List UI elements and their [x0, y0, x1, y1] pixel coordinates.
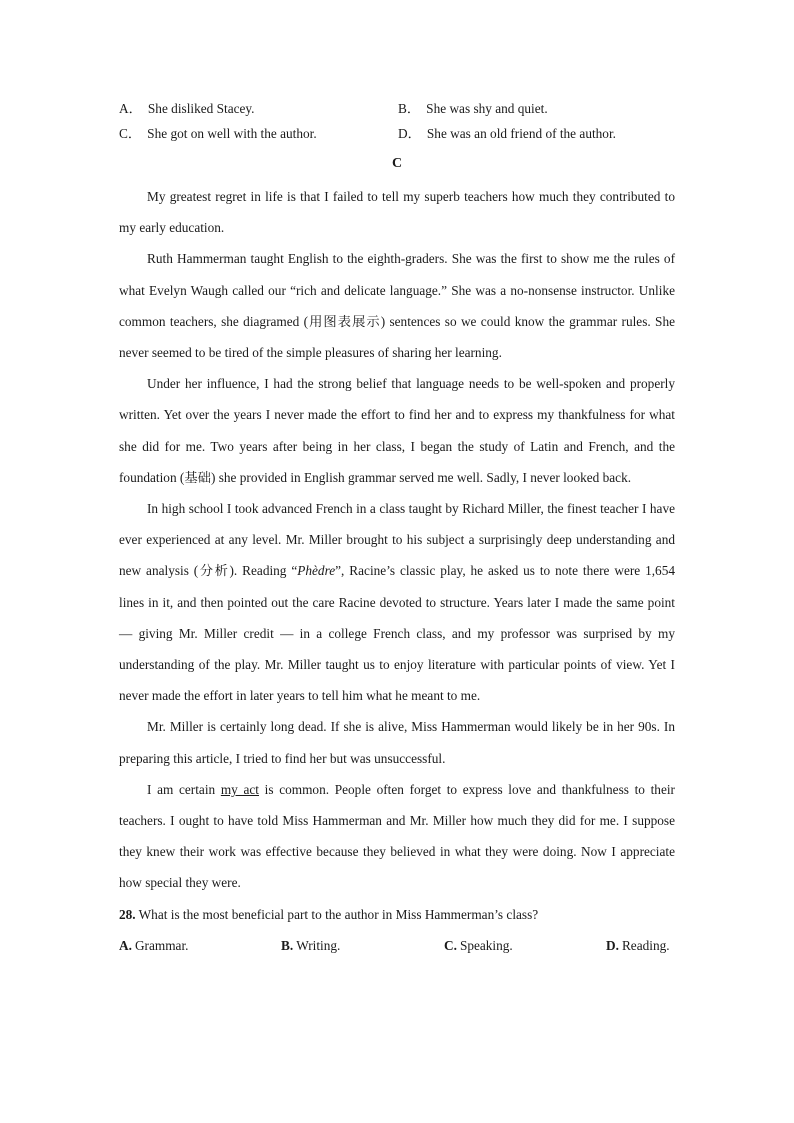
answer-option-d[interactable] [606, 930, 670, 961]
paragraph-4 [119, 493, 675, 711]
paragraph-3: Under her influence, I had the strong belief that language needs to be well-spoken and properly written. Yet over the years I never made the effort to find her and to express my thankfulness for what she did for me. Two years after being in her class, I began the study of Latin and French, and the foundation (基础) she provided in English grammar served me well. Sadly, I never looked back. [119, 376, 675, 485]
answer-option-c[interactable] [444, 930, 513, 961]
option-text: She was shy and quiet. [426, 101, 548, 116]
answer-option-b[interactable] [281, 930, 340, 961]
underlined-phrase: my act [220, 781, 259, 797]
answer-option-a[interactable] [119, 930, 188, 961]
prev-option-c [119, 124, 317, 144]
option-text: She got on well with the author. [147, 126, 317, 141]
prev-options-row-2 [119, 124, 675, 149]
exam-page [119, 99, 675, 960]
question-text: What is the most beneficial part to the author in Miss Hammerman’s class? [138, 906, 539, 922]
option-text: Reading. [621, 937, 670, 953]
paragraph-text: In high school I took advanced French in a class taught by Richard Miller, the finest teacher I have ever experienced at any level. Mr. Miller brought to his subject a surprisingly deep understanding and new analysis (分析). Reading “ [119, 501, 675, 579]
paragraph-6 [119, 774, 675, 899]
paragraph-5: Mr. Miller is certainly long dead. If she is alive, Miss Hammerman would likely be in her 90s. In preparing this article, I tried to find her but was unsuccessful. [119, 719, 675, 766]
play-title: Phèdre [297, 563, 336, 579]
question-28 [119, 899, 675, 930]
option-text: She was an old friend of the author. [426, 126, 616, 141]
option-text: Grammar. [134, 937, 189, 953]
option-letter: B． [398, 101, 421, 116]
question-number: 28. [119, 906, 136, 922]
prev-option-d [398, 124, 616, 144]
option-letter: A. [119, 937, 132, 953]
paragraph-2: Ruth Hammerman taught English to the eighth-graders. She was the first to show me the rules of what Evelyn Waugh called our “rich and delicate language.” She was a no-nonsense instructor. Unlike common teachers, she diagramed (用图表展示) sentences so we could know the grammar rules. She never seemed to be tired of the simple pleasures of sharing her learning. [119, 251, 675, 361]
paragraph-1: My greatest regret in life is that I failed to tell my superb teachers how much they contributed to my early education. [119, 189, 675, 236]
option-letter: D． [398, 126, 421, 141]
paragraph-text: is common. People often forget to express love and thankfulness to their teachers. I ought to have told Miss Hammerman and Mr. Miller how much they did for me. I suppose they knew their work was effective because they believed in what they were doing. Now I appreciate how special they were. [119, 781, 675, 891]
option-text: Speaking. [459, 937, 513, 953]
option-letter: C． [119, 126, 142, 141]
option-letter: B. [281, 937, 294, 953]
option-letter: D. [606, 937, 619, 953]
prev-option-a [119, 99, 255, 119]
prev-option-b [398, 99, 548, 119]
option-text: Writing. [296, 937, 341, 953]
prev-options-row-1 [119, 99, 675, 124]
option-text: She disliked Stacey. [147, 101, 255, 116]
paragraph-text: ”, Racine’s classic play, he asked us to note there were 1,654 lines in it, and then pointed out the care Racine devoted to structure. Years later I made the same point — giving Mr. Miller credit — in a college French class, and my professor was surprised by my understanding of the play. Mr. Miller taught us to enjoy literature with particular points of view. Yet I never made the effort in later years to tell him what he meant to me. [119, 563, 675, 704]
option-letter: A． [119, 101, 142, 116]
paragraph-text: I am certain [147, 781, 221, 797]
question-options [119, 930, 675, 960]
option-letter: C. [444, 937, 457, 953]
section-heading: C [391, 156, 403, 171]
